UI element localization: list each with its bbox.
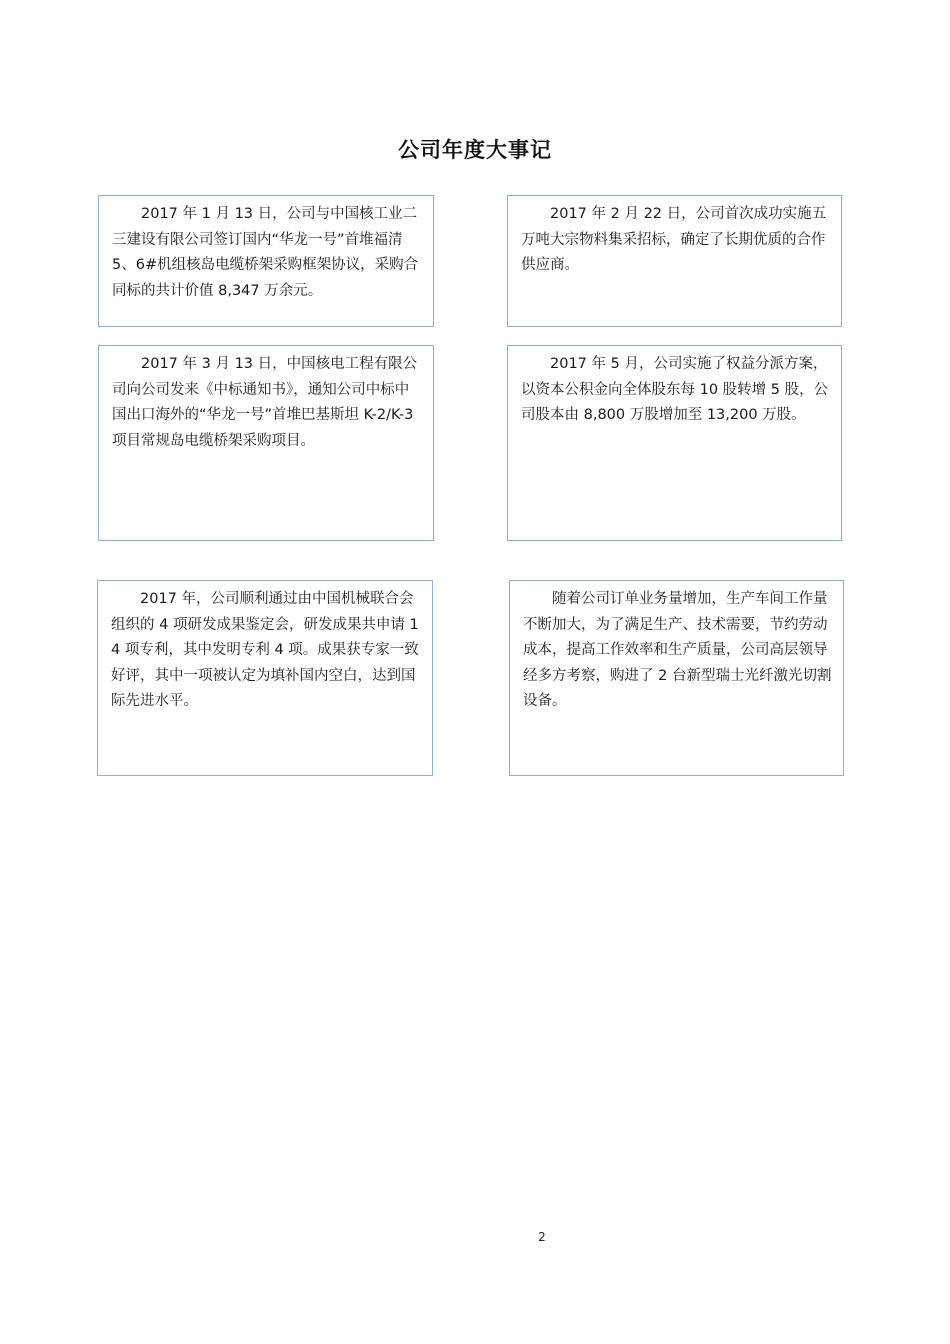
event-text: 2017 年 3 月 13 日，中国核电工程有限公司向公司发来《中标通知书》，通知公司中标中国出口海外的“华龙一号”首堆巴基斯坦 K-2/K-3 项目常规岛电缆桥架采购项目。 [112, 356, 418, 449]
event-text: 2017 年 5 月，公司实施了权益分派方案，以资本公积金向全体股东每 10 股转增 5 股，公司股本由 8,800 万股增加至 13,200 万股。 [521, 356, 829, 423]
event-box [507, 345, 842, 541]
page-title: 公司年度大事记 [398, 138, 552, 162]
event-box [509, 580, 844, 776]
event-box [98, 195, 434, 327]
page-number: 2 [538, 1230, 546, 1244]
event-text: 2017 年 1 月 13 日，公司与中国核工业二三建设有限公司签订国内“华龙一号”首堆福清 5、6#机组核岛电缆桥架采购框架协议，采购合同标的共计价值 8,347 万余元。 [112, 206, 419, 299]
event-box [97, 580, 433, 776]
event-text: 随着公司订单业务量增加，生产车间工作量不断加大，为了满足生产、技术需要，节约劳动成本，提高工作效率和生产质量，公司高层领导经多方考察，购进了 2 台新型瑞士光纤激光切割设备。 [523, 591, 832, 709]
event-text: 2017 年 2 月 22 日，公司首次成功实施五万吨大宗物料集采招标，确定了长期优质的合作供应商。 [521, 206, 827, 273]
event-box [507, 195, 842, 327]
event-box [98, 345, 434, 541]
event-text: 2017 年，公司顺利通过由中国机械联合会组织的 4 项研发成果鉴定会，研发成果共申请 14 项专利，其中发明专利 4 项。成果获专家一致好评，其中一项被认定为填补国内空白，达到国际先进水平。 [111, 591, 419, 709]
